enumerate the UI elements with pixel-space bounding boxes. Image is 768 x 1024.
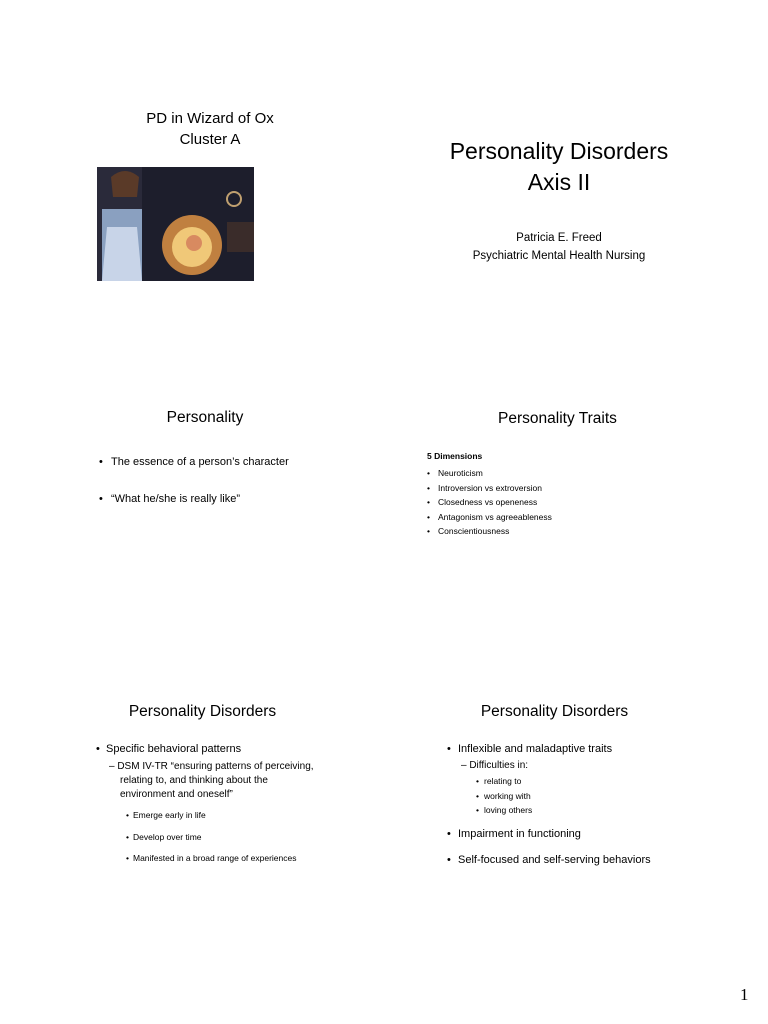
list-item (427, 510, 552, 525)
slide-6-bullet-1 (447, 742, 612, 756)
list-item-text: Introversion vs extroversion (438, 482, 542, 493)
bullet-text: “What he/she is really like” (111, 493, 240, 505)
slide-4-title: Personality Traits (498, 410, 617, 427)
slide-5-item-3 (126, 851, 297, 866)
list-item-text: relating to (484, 776, 522, 786)
bullet-icon: • (427, 468, 430, 478)
list-item (427, 495, 552, 510)
author-name: Patricia E. Freed (516, 232, 602, 244)
bullet-icon: • (99, 456, 103, 468)
slide-2-title-line-2: Axis II (527, 169, 591, 195)
bullet-text: The essence of a person’s character (111, 456, 289, 468)
list-item-text: Manifested in a broad range of experiences (133, 853, 297, 863)
slide-5-item-1 (126, 808, 206, 823)
slide-4-list (427, 466, 552, 539)
slide-6-title: Personality Disorders (480, 703, 629, 720)
bullet-text: Impairment in functioning (458, 828, 581, 840)
list-item-text: loving others (484, 805, 533, 815)
photo-illustration (97, 167, 254, 281)
bullet-icon: • (427, 526, 430, 536)
list-item (476, 803, 532, 818)
slide-6-sub-bullet: – Difficulties in: (461, 760, 529, 771)
list-item-text: Antagonism vs agreeableness (438, 511, 552, 522)
bullet-icon: • (126, 853, 129, 863)
bullet-text: Inflexible and maladaptive traits (458, 743, 613, 755)
bullet-icon: • (99, 493, 103, 505)
slide-5-sub-bullet (109, 760, 314, 802)
list-item-text: Emerge early in life (133, 810, 206, 820)
list-item-text: working with (484, 790, 531, 801)
bullet-icon: • (427, 482, 430, 493)
bullet-icon: • (447, 743, 451, 755)
list-item (427, 481, 552, 496)
bullet-icon: • (476, 790, 479, 801)
bullet-icon: • (126, 832, 129, 842)
slide-3-bullet-2 (99, 492, 240, 506)
list-item (476, 774, 532, 789)
bullet-icon: • (427, 511, 430, 522)
slide-1-title-line-2: Cluster A (179, 131, 241, 148)
list-item-text: Conscientiousness (438, 526, 510, 536)
list-item (427, 524, 552, 539)
slide-5-title: Personality Disorders (128, 703, 277, 720)
slide-4-heading: 5 Dimensions (427, 451, 483, 461)
slide-3-bullet-1 (99, 455, 289, 469)
list-item-text: Develop over time (133, 832, 202, 842)
bullet-icon: • (447, 854, 451, 866)
bullet-icon: • (476, 805, 479, 815)
bullet-icon: • (427, 497, 430, 507)
list-item (427, 466, 552, 481)
slide-2-title-line-1: Personality Disorders (449, 138, 669, 164)
sub-bullet-line-2: relating to, and thinking about the (120, 775, 268, 786)
sub-bullet-line-1: – DSM IV-TR “ensuring patterns of perceiving, (109, 761, 314, 772)
bullet-text: Specific behavioral patterns (106, 743, 242, 755)
bullet-icon: • (476, 776, 479, 786)
wizard-of-oz-crystal-ball-photo (97, 167, 254, 281)
bullet-text: Self-focused and self-serving behaviors (458, 854, 651, 866)
list-item (476, 789, 532, 804)
slide-5-item-2 (126, 830, 202, 845)
slide-1-title (90, 108, 330, 150)
bullet-icon: • (126, 810, 129, 820)
slide-3-title: Personality (166, 409, 244, 426)
slide-1-title-line-1: PD in Wizard of Ox (146, 110, 274, 127)
slide-2-title (430, 136, 688, 198)
bullet-icon: • (96, 743, 100, 755)
slide-5-bullet (96, 742, 241, 756)
slide-6-bullet-2 (447, 827, 581, 841)
list-item-text: Neuroticism (438, 468, 483, 478)
slide-6-bullet-3 (447, 853, 651, 867)
list-item-text: Closedness vs openeness (438, 497, 538, 507)
sub-bullet-line-3: environment and oneself” (120, 789, 233, 800)
page-number: 1 (740, 985, 749, 1004)
program-name: Psychiatric Mental Health Nursing (472, 250, 646, 262)
bullet-icon: • (447, 828, 451, 840)
slide-6-sub-list (476, 774, 532, 818)
slide-2-subtitle (420, 229, 698, 265)
